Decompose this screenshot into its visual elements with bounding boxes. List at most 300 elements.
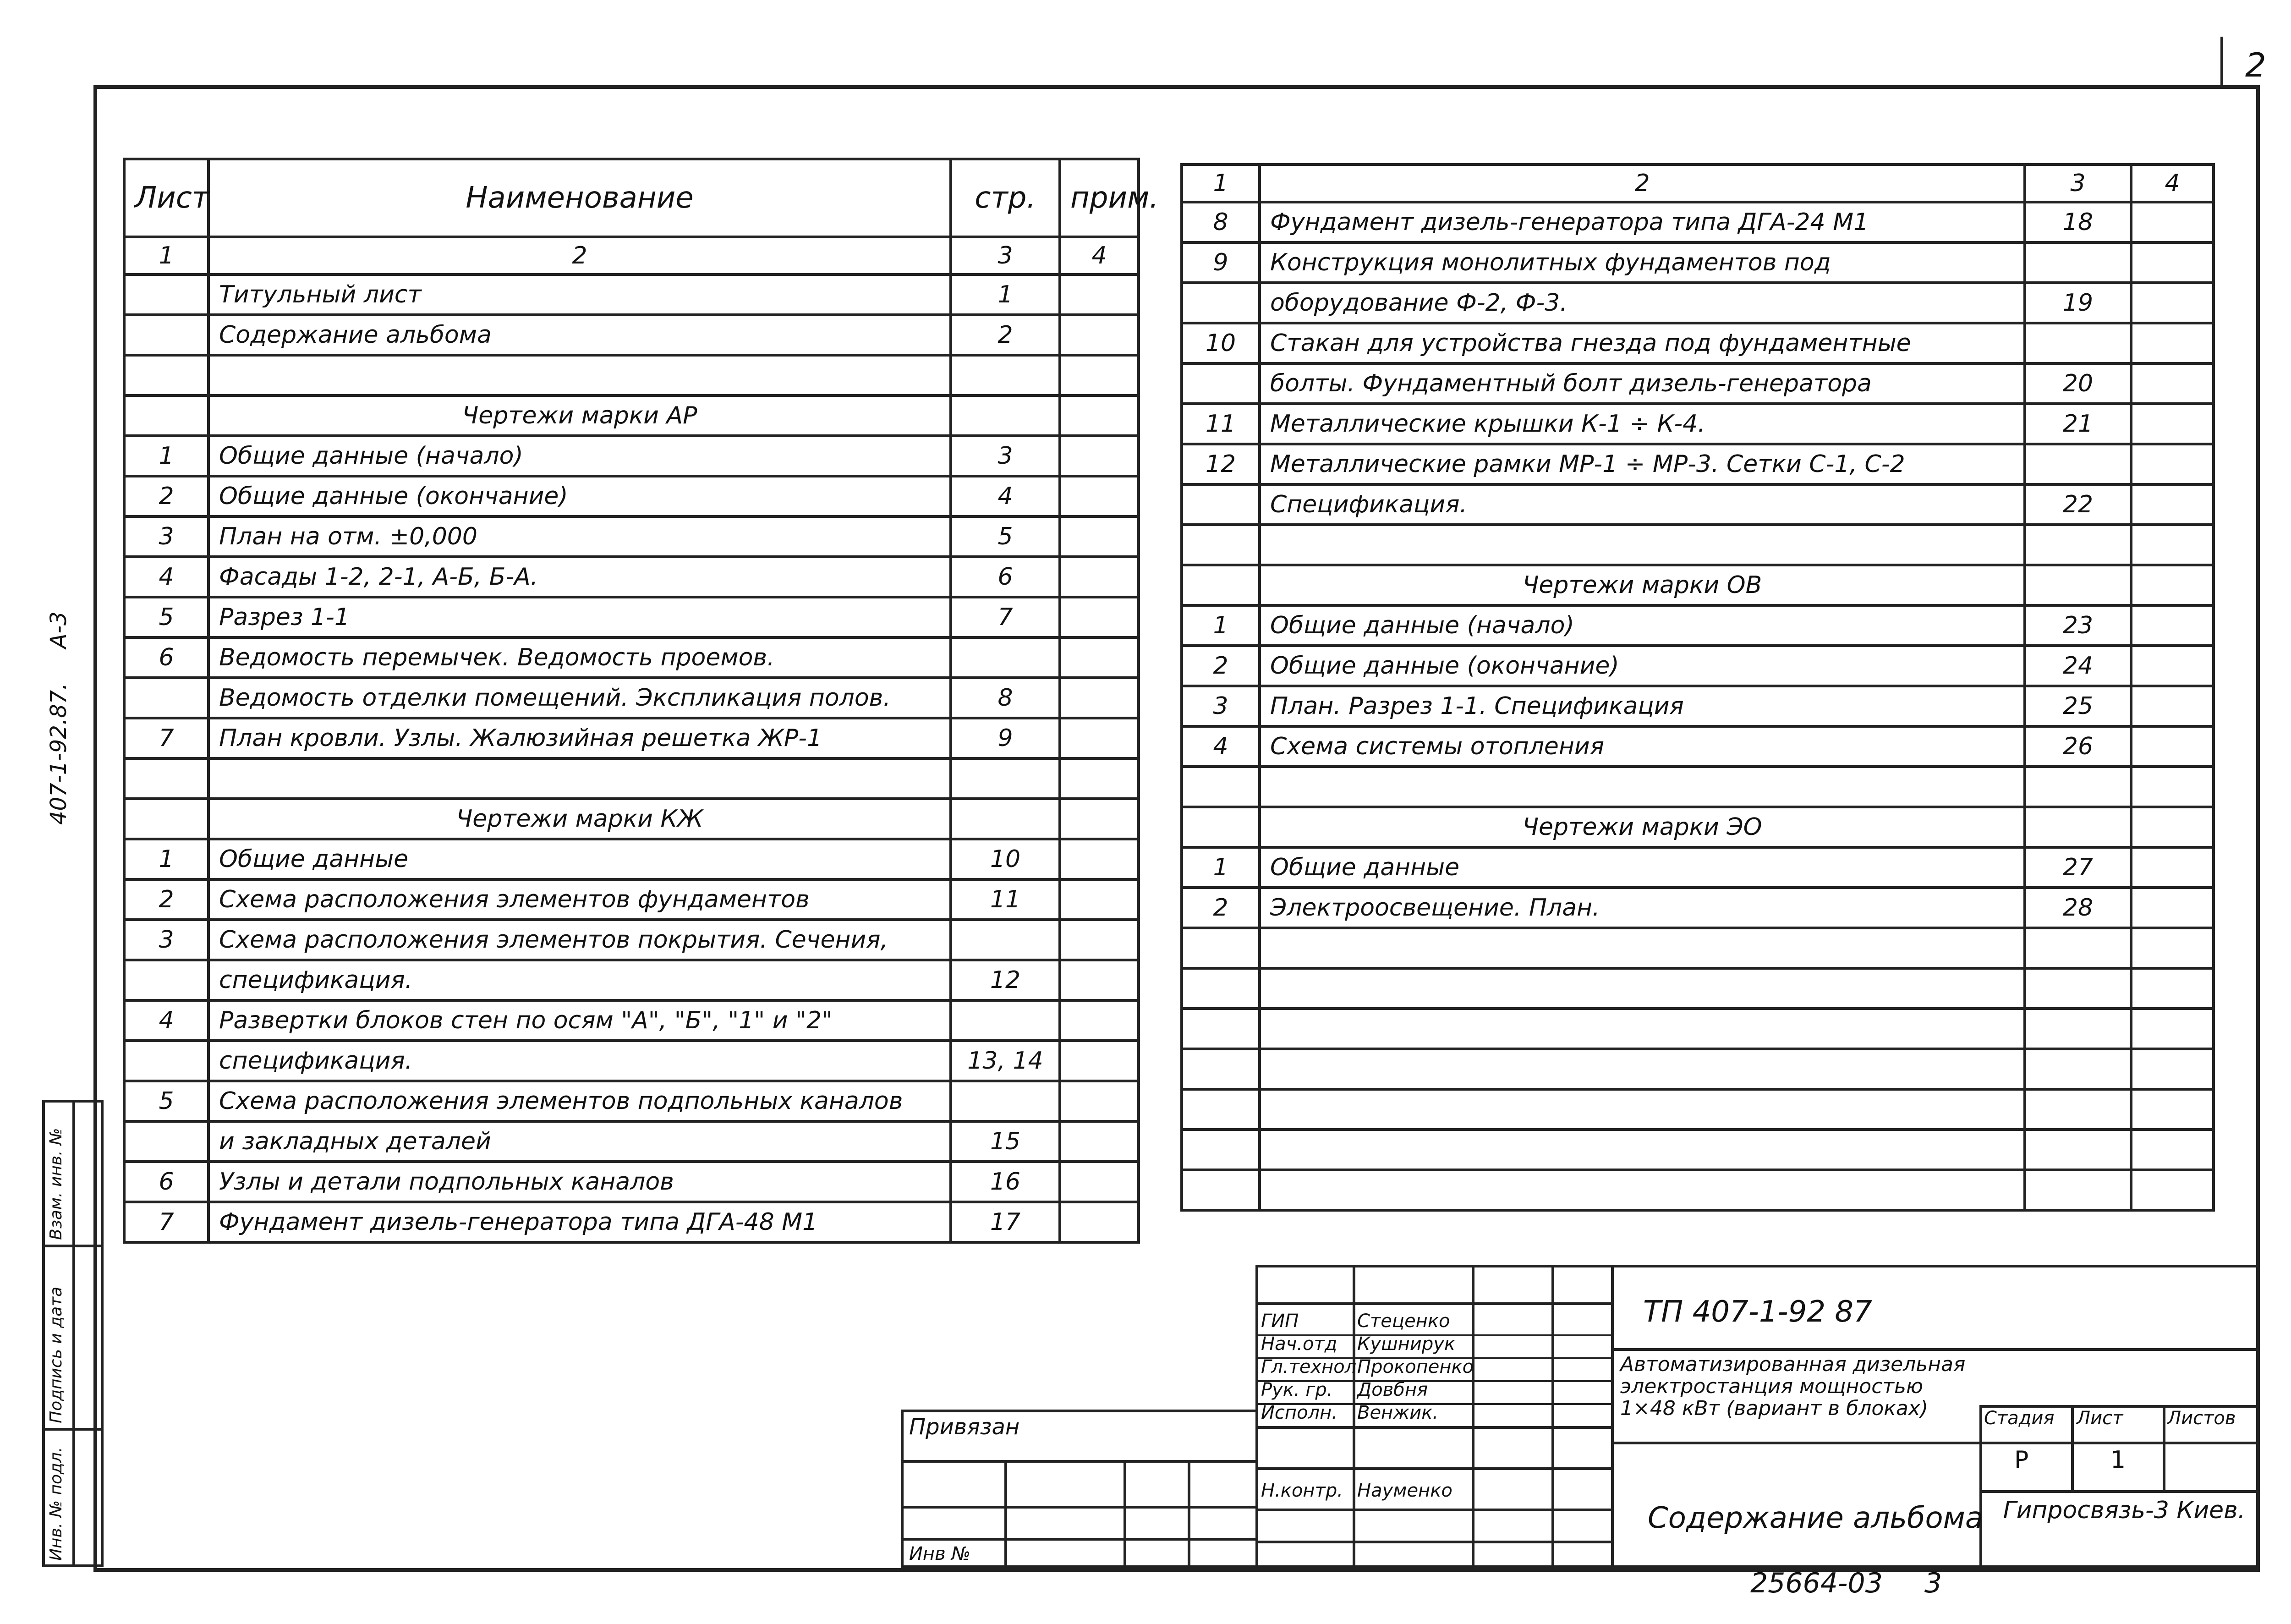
row-page: 3: [951, 436, 1060, 476]
row-note: [1060, 1202, 1139, 1242]
section-heading: Чертежи марки ЭО: [1260, 807, 2025, 847]
row-sheet-number: [1182, 968, 1260, 1009]
row-sheet-number: 1: [124, 436, 208, 476]
row-sheet-number: 4: [124, 557, 208, 597]
row-sheet-number: [124, 395, 208, 436]
table-row: [1182, 525, 2214, 565]
row-page: 21: [2025, 404, 2131, 444]
column-index-row: [1182, 165, 2214, 202]
row-title: Общие данные: [208, 839, 951, 879]
row-title: [1260, 1089, 2025, 1130]
row-note: [1060, 1162, 1139, 1202]
row-sheet-number: [1182, 1089, 1260, 1130]
row-note: [2131, 363, 2214, 404]
table-row: [1182, 605, 2214, 646]
row-title: [1260, 1049, 2025, 1089]
row-sheet-number: 5: [124, 1081, 208, 1121]
col-index: 2: [1260, 165, 2025, 202]
table-row: [1182, 404, 2214, 444]
row-page: [2025, 968, 2131, 1009]
row-page: 19: [2025, 283, 2131, 323]
row-note: [2131, 1130, 2214, 1170]
table-row: [124, 879, 1139, 920]
row-title: Ведомость отделки помещений. Экспликация полов.: [208, 678, 951, 718]
row-sheet-number: 2: [1182, 888, 1260, 928]
role-label: Нач.отд: [1261, 1333, 1337, 1355]
row-title: [1260, 1170, 2025, 1210]
row-sheet-number: [124, 355, 208, 395]
title-roles: [1261, 1310, 1356, 1502]
col-index: 2: [208, 237, 951, 274]
col-index: 4: [2131, 165, 2214, 202]
row-title: [208, 758, 951, 799]
table-row: [124, 476, 1139, 516]
row-page: 22: [2025, 484, 2131, 525]
row-note: [1060, 395, 1139, 436]
row-title: Стакан для устройства гнезда под фундаментные: [1260, 323, 2025, 363]
table-row: [1182, 847, 2214, 888]
row-title: Общие данные (начало): [1260, 605, 2025, 646]
row-title: [1260, 928, 2025, 968]
side-code-suffix: A-3: [46, 611, 71, 649]
col-index: 3: [2025, 165, 2131, 202]
row-page: [951, 758, 1060, 799]
table-row: [1182, 202, 2214, 242]
row-page: [951, 920, 1060, 960]
row-note: [2131, 686, 2214, 726]
row-title: Общие данные: [1260, 847, 2025, 888]
row-sheet-number: 1: [124, 839, 208, 879]
signatory-name: Стеценко: [1357, 1311, 1450, 1332]
row-sheet-number: 8: [1182, 202, 1260, 242]
table-row: [1182, 1049, 2214, 1089]
row-note: [1060, 920, 1139, 960]
row-title: Развертки блоков стен по осям "А", "Б", "1" и "2": [208, 1000, 951, 1041]
table-row: [124, 315, 1139, 355]
row-page: [2025, 1009, 2131, 1049]
table-row: [124, 557, 1139, 597]
row-note: [1060, 799, 1139, 839]
row-sheet-number: 7: [124, 718, 208, 758]
row-sheet-number: [124, 799, 208, 839]
row-page: [951, 1000, 1060, 1041]
row-page: 23: [2025, 605, 2131, 646]
col-index: 4: [1060, 237, 1139, 274]
sheet-label: Лист: [2077, 1408, 2123, 1429]
row-page: [2025, 1170, 2131, 1210]
signatory-name: Прокопенко: [1357, 1356, 1474, 1377]
table-row: [124, 1162, 1139, 1202]
row-page: [2025, 242, 2131, 283]
header-name: Наименование: [208, 159, 951, 237]
archive-page: 3: [1924, 1567, 1942, 1599]
row-note: [2131, 404, 2214, 444]
row-title: Спецификация.: [1260, 484, 2025, 525]
stamp-inv-podl: Инв. № подл.: [47, 1447, 66, 1561]
row-title: Конструкция монолитных фундаментов под: [1260, 242, 2025, 283]
row-page: 9: [951, 718, 1060, 758]
row-page: 2: [951, 315, 1060, 355]
col-index: 1: [1182, 165, 1260, 202]
row-title: [208, 355, 951, 395]
row-note: [2131, 888, 2214, 928]
row-page: [2025, 807, 2131, 847]
row-title: Металлические рамки МР-1 ÷ МР-3. Сетки С-1, С-2: [1260, 444, 2025, 484]
row-title: Схема расположения элементов фундаментов: [208, 879, 951, 920]
table-row: [1182, 1009, 2214, 1049]
row-page: 20: [2025, 363, 2131, 404]
side-document-code: [46, 612, 71, 825]
row-title: [1260, 1130, 2025, 1170]
row-title: Разрез 1-1: [208, 597, 951, 637]
row-page: [2025, 565, 2131, 605]
table-row: [124, 395, 1139, 436]
row-page: [2025, 1130, 2131, 1170]
title-names: [1357, 1310, 1474, 1502]
contents-table-left: [123, 158, 1159, 1244]
row-note: [1060, 637, 1139, 678]
row-note: [1060, 1000, 1139, 1041]
row-title: [1260, 767, 2025, 807]
role-label: Рук. гр.: [1261, 1379, 1333, 1400]
row-note: [1060, 678, 1139, 718]
table-row: [1182, 888, 2214, 928]
table-row: [1182, 968, 2214, 1009]
row-page: [2025, 767, 2131, 807]
row-note: [1060, 436, 1139, 476]
row-note: [1060, 355, 1139, 395]
signatory-name: Кушнирук: [1357, 1333, 1456, 1355]
row-page: [951, 799, 1060, 839]
row-title: Общие данные (окончание): [208, 476, 951, 516]
row-sheet-number: 2: [124, 476, 208, 516]
corner-divider: [2220, 37, 2223, 87]
row-sheet-number: [1182, 283, 1260, 323]
row-sheet-number: [1182, 807, 1260, 847]
row-title: Содержание альбома: [208, 315, 951, 355]
row-title: План кровли. Узлы. Жалюзийная решетка ЖР-1: [208, 718, 951, 758]
sheet-value: 1: [2110, 1446, 2126, 1474]
organization: Гипросвязь-3 Киев.: [2003, 1497, 2246, 1524]
sheets-label: Листов: [2167, 1408, 2236, 1429]
row-note: [2131, 1009, 2214, 1049]
row-title: Общие данные (начало): [208, 436, 951, 476]
row-sheet-number: 6: [124, 637, 208, 678]
row-title: Фундамент дизель-генератора типа ДГА-48 М1: [208, 1202, 951, 1242]
row-title: [1260, 968, 2025, 1009]
table-row: [124, 799, 1139, 839]
role-label: Исполн.: [1261, 1402, 1337, 1423]
table-row: [1182, 928, 2214, 968]
table-row: [1182, 444, 2214, 484]
row-sheet-number: 10: [1182, 323, 1260, 363]
table-row: [124, 758, 1139, 799]
row-title: [1260, 1009, 2025, 1049]
row-page: [2025, 525, 2131, 565]
table-row: [1182, 726, 2214, 767]
row-title: План на отм. ±0,000: [208, 516, 951, 557]
row-note: [1060, 1121, 1139, 1162]
role-label: Н.контр.: [1261, 1480, 1343, 1501]
row-title: [1260, 525, 2025, 565]
row-sheet-number: 3: [124, 920, 208, 960]
row-title: болты. Фундаментный болт дизель-генератора: [1260, 363, 2025, 404]
row-sheet-number: [124, 315, 208, 355]
table-row: [124, 1041, 1139, 1081]
row-note: [2131, 323, 2214, 363]
row-note: [1060, 516, 1139, 557]
row-sheet-number: 9: [1182, 242, 1260, 283]
table-row: [1182, 565, 2214, 605]
row-page: 8: [951, 678, 1060, 718]
row-sheet-number: [1182, 767, 1260, 807]
row-page: [951, 637, 1060, 678]
row-sheet-number: [1182, 525, 1260, 565]
title-block: [1255, 1265, 2260, 1568]
row-note: [1060, 839, 1139, 879]
row-title: Фундамент дизель-генератора типа ДГА-24 М1: [1260, 202, 2025, 242]
row-sheet-number: [124, 1121, 208, 1162]
row-sheet-number: 1: [1182, 847, 1260, 888]
row-note: [2131, 726, 2214, 767]
row-sheet-number: 4: [1182, 726, 1260, 767]
row-title: Схема системы отопления: [1260, 726, 2025, 767]
header-note: прим.: [1060, 159, 1139, 237]
row-sheet-number: 7: [124, 1202, 208, 1242]
table-row: [1182, 484, 2214, 525]
col-index: 3: [951, 237, 1060, 274]
row-sheet-number: 11: [1182, 404, 1260, 444]
row-sheet-number: [1182, 565, 1260, 605]
row-page: [2025, 444, 2131, 484]
row-sheet-number: [1182, 928, 1260, 968]
row-title: оборудование Ф-2, Ф-3.: [1260, 283, 2025, 323]
row-title: спецификация.: [208, 960, 951, 1000]
row-note: [2131, 605, 2214, 646]
row-sheet-number: 4: [124, 1000, 208, 1041]
table-row: [124, 839, 1139, 879]
table-row: [1182, 1130, 2214, 1170]
row-note: [1060, 879, 1139, 920]
row-title: Титульный лист: [208, 274, 951, 315]
table-row: [1182, 807, 2214, 847]
row-sheet-number: [1182, 484, 1260, 525]
row-note: [2131, 565, 2214, 605]
signatory-name: Довбня: [1357, 1379, 1428, 1400]
table-row: [1182, 686, 2214, 726]
side-code: 407-1-92.87.: [46, 683, 71, 825]
table-row: [124, 516, 1139, 557]
row-note: [1060, 758, 1139, 799]
row-note: [1060, 597, 1139, 637]
section-heading: Чертежи марки КЖ: [208, 799, 951, 839]
row-page: 4: [951, 476, 1060, 516]
col-index: 1: [124, 237, 208, 274]
row-note: [2131, 968, 2214, 1009]
table-row: [124, 678, 1139, 718]
table-row: [124, 920, 1139, 960]
table-row: [1182, 242, 2214, 283]
row-sheet-number: 6: [124, 1162, 208, 1202]
row-page: 12: [951, 960, 1060, 1000]
section-heading: Чертежи марки ОВ: [1260, 565, 2025, 605]
table-row: [124, 718, 1139, 758]
document-code: ТП 407-1-92 87: [1643, 1295, 1872, 1329]
row-page: 10: [951, 839, 1060, 879]
binding-block: [901, 1410, 1258, 1568]
row-page: 25: [2025, 686, 2131, 726]
row-title: Общие данные (окончание): [1260, 646, 2025, 686]
row-title: Схема расположения элементов подпольных каналов: [208, 1081, 951, 1121]
table-row: [124, 1081, 1139, 1121]
row-sheet-number: 5: [124, 597, 208, 637]
left-stamp: [42, 1100, 104, 1567]
role-label: ГИП: [1261, 1311, 1299, 1332]
row-note: [2131, 928, 2214, 968]
sheet-title: Содержание альбома: [1648, 1501, 1984, 1535]
row-page: 11: [951, 879, 1060, 920]
row-note: [2131, 202, 2214, 242]
table-row: [1182, 323, 2214, 363]
table-row: [124, 637, 1139, 678]
header-sheet: Лист: [124, 159, 208, 237]
row-note: [1060, 1041, 1139, 1081]
row-note: [1060, 718, 1139, 758]
role-label: Гл.технол: [1261, 1356, 1357, 1377]
row-page: 7: [951, 597, 1060, 637]
inventory-number-label: Инв №: [909, 1543, 970, 1564]
table-row: [1182, 283, 2214, 323]
table-row: [1182, 767, 2214, 807]
row-title: Электроосвещение. План.: [1260, 888, 2025, 928]
row-title: спецификация.: [208, 1041, 951, 1081]
row-page: [2025, 1089, 2131, 1130]
table-row: [1182, 1170, 2214, 1210]
row-note: [2131, 484, 2214, 525]
row-sheet-number: [1182, 363, 1260, 404]
row-note: [2131, 283, 2214, 323]
row-sheet-number: 12: [1182, 444, 1260, 484]
table-row: [1182, 363, 2214, 404]
row-note: [2131, 444, 2214, 484]
row-sheet-number: [1182, 1170, 1260, 1210]
row-page: 16: [951, 1162, 1060, 1202]
row-note: [1060, 960, 1139, 1000]
table-row: [1182, 1089, 2214, 1130]
archive-code: 25664-03: [1750, 1567, 1883, 1599]
row-page: 5: [951, 516, 1060, 557]
row-sheet-number: 3: [124, 516, 208, 557]
row-note: [1060, 557, 1139, 597]
row-sheet-number: 1: [1182, 605, 1260, 646]
row-page: [951, 395, 1060, 436]
row-note: [2131, 847, 2214, 888]
signatory-name: Венжик.: [1357, 1402, 1439, 1423]
row-title: и закладных деталей: [208, 1121, 951, 1162]
row-page: [951, 355, 1060, 395]
row-sheet-number: 2: [124, 879, 208, 920]
row-sheet-number: 3: [1182, 686, 1260, 726]
row-page: 13, 14: [951, 1041, 1060, 1081]
stamp-podpis: Подпись и дата: [47, 1286, 66, 1423]
row-page: [2025, 928, 2131, 968]
row-page: 18: [2025, 202, 2131, 242]
row-page: 24: [2025, 646, 2131, 686]
stage-label: Стадия: [1984, 1408, 2055, 1429]
row-page: 6: [951, 557, 1060, 597]
row-note: [2131, 646, 2214, 686]
row-note: [1060, 274, 1139, 315]
row-title: План. Разрез 1-1. Спецификация: [1260, 686, 2025, 726]
column-index-row: [124, 237, 1139, 274]
stage-value: Р: [2014, 1446, 2029, 1474]
signatory-name: Науменко: [1357, 1480, 1452, 1501]
row-page: [2025, 1049, 2131, 1089]
row-note: [1060, 476, 1139, 516]
row-note: [2131, 525, 2214, 565]
contents-table-right: [1180, 163, 2215, 1212]
row-sheet-number: [1182, 1130, 1260, 1170]
row-note: [2131, 807, 2214, 847]
table-header-row: [124, 159, 1139, 237]
row-page: 17: [951, 1202, 1060, 1242]
row-sheet-number: 2: [1182, 646, 1260, 686]
row-title: Ведомость перемычек. Ведомость проемов.: [208, 637, 951, 678]
row-sheet-number: [124, 960, 208, 1000]
row-note: [1060, 1081, 1139, 1121]
row-sheet-number: [124, 274, 208, 315]
row-page: 15: [951, 1121, 1060, 1162]
document-description: Автоматизированная дизельная электростанция мощностью 1×48 кВт (вариант в блоках): [1620, 1353, 1966, 1420]
table-row: [124, 1000, 1139, 1041]
table-row: [124, 1121, 1139, 1162]
corner-page-number: 2: [2245, 46, 2266, 84]
binding-label: Привязан: [909, 1414, 1020, 1440]
header-page: стр.: [951, 159, 1060, 237]
row-title: Узлы и детали подпольных каналов: [208, 1162, 951, 1202]
row-note: [2131, 1170, 2214, 1210]
table-row: [124, 274, 1139, 315]
row-page: 27: [2025, 847, 2131, 888]
row-title: Металлические крышки К-1 ÷ К-4.: [1260, 404, 2025, 444]
row-title: Фасады 1-2, 2-1, А-Б, Б-А.: [208, 557, 951, 597]
row-note: [2131, 1049, 2214, 1089]
row-page: 26: [2025, 726, 2131, 767]
stamp-vzam: Взам. инв. №: [47, 1128, 66, 1240]
row-sheet-number: [124, 758, 208, 799]
table-row: [124, 436, 1139, 476]
row-sheet-number: [1182, 1049, 1260, 1089]
row-sheet-number: [124, 1041, 208, 1081]
row-page: [951, 1081, 1060, 1121]
table-row: [124, 960, 1139, 1000]
table-row: [1182, 646, 2214, 686]
row-sheet-number: [1182, 1009, 1260, 1049]
row-page: 28: [2025, 888, 2131, 928]
table-row: [124, 355, 1139, 395]
row-note: [1060, 315, 1139, 355]
row-title: Схема расположения элементов покрытия. Сечения,: [208, 920, 951, 960]
row-note: [2131, 242, 2214, 283]
section-heading: Чертежи марки АР: [208, 395, 951, 436]
row-page: 1: [951, 274, 1060, 315]
table-row: [124, 1202, 1139, 1242]
row-sheet-number: [124, 678, 208, 718]
table-row: [124, 597, 1139, 637]
row-note: [2131, 1089, 2214, 1130]
row-page: [2025, 323, 2131, 363]
row-note: [2131, 767, 2214, 807]
